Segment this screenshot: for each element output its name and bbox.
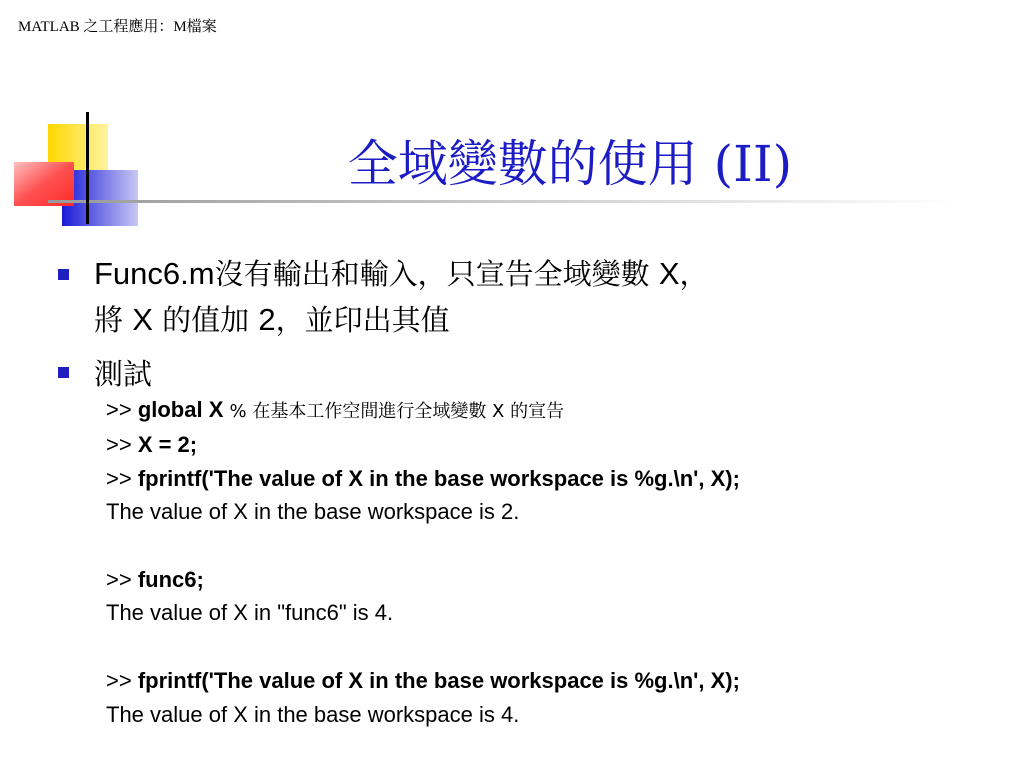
code-output-1: The value of X in the base workspace is 2.: [106, 499, 520, 524]
bullet-marker: [58, 367, 69, 378]
code-output-3: The value of X in the base workspace is 4.: [106, 702, 520, 727]
code-line-4: >> func6;: [106, 567, 204, 592]
deco-horizontal-line: [48, 200, 960, 203]
code-output-2: The value of X in "func6" is 4.: [106, 600, 394, 625]
bullet-1-line-2: 將 X 的值加 2，並印出其值: [94, 302, 450, 337]
title-decoration: [0, 0, 1024, 240]
bullet-2-text: 測試: [94, 357, 153, 391]
slide-title: 全域變數的使用 (II): [347, 135, 793, 193]
code-line-1: >> global X % 在基本工作空間進行全域變數 X 的宣告: [106, 397, 565, 422]
deco-vertical-line: [86, 112, 89, 224]
slide-header: MATLAB 之工程應用：M檔案: [18, 19, 217, 35]
code-line-2: >> X = 2;: [106, 432, 198, 457]
bullet-marker: [58, 269, 69, 280]
code-line-5: >> fprintf('The value of X in the base workspace is %g.\n', X);: [106, 668, 740, 693]
code-line-3: >> fprintf('The value of X in the base workspace is %g.\n', X);: [106, 466, 740, 491]
code-comment: % 在基本工作空間進行全域變數 X 的宣告: [229, 401, 565, 422]
deco-red-square: [14, 162, 74, 206]
bullet-1-line-1: Func6.m沒有輸出和輸入，只宣告全域變數 X，: [94, 256, 709, 291]
